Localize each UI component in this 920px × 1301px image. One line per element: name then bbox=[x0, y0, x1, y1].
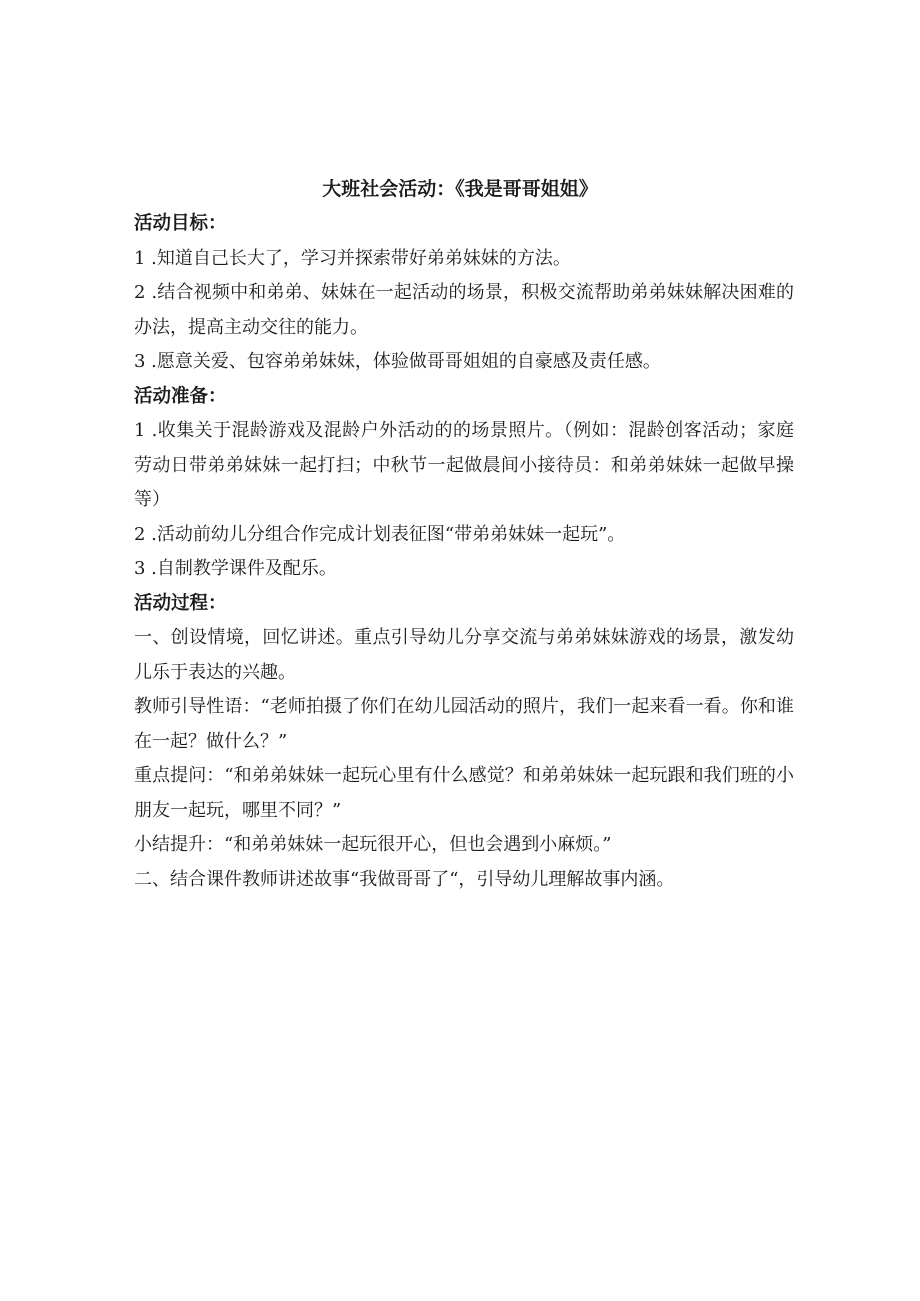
goal-item-1: 1 .知道自己长大了，学习并探索带好弟弟妹妹的方法。 bbox=[134, 247, 571, 269]
section-heading-preparation: 活动准备： bbox=[134, 385, 227, 407]
section-heading-goals: 活动目标： bbox=[134, 213, 227, 234]
summary: 小结提升：“和弟弟妹妹一起玩很开心，但也会遇到小麻烦。” bbox=[134, 834, 612, 855]
section-heading-process: 活动过程： bbox=[134, 592, 227, 614]
preparation-item-2: 2 .活动前幼儿分组合作完成计划表征图“带弟弟妹妹一起玩”。 bbox=[134, 523, 626, 545]
goal-item-2: 2 .结合视频中和弟弟、妹妹在一起活动的场景，积极交流帮助弟弟妹妹解决困难的办法，提高主动交往的能力。 bbox=[134, 282, 794, 338]
goal-item-3: 3 .愿意关爱、包容弟弟妹妹，体验做哥哥姐姐的自豪感及责任感。 bbox=[134, 351, 661, 372]
teacher-guidance: 教师引导性语：“老师拍摄了你们在幼儿园活动的照片，我们一起来看一看。你和谁在一起？做什么？” bbox=[134, 696, 794, 752]
preparation-item-1: 1 .收集关于混龄游戏及混龄户外活动的的场景照片。（例如：混龄创客活动；家庭劳动日带弟弟妹妹一起打扫；中秋节一起做晨间小接待员：和弟弟妹妹一起做早操等） bbox=[134, 420, 794, 510]
key-question: 重点提问：“和弟弟妹妹一起玩心里有什么感觉？和弟弟妹妹一起玩跟和我们班的小朋友一起玩，哪里不同？” bbox=[134, 765, 794, 821]
process-step-2: 二、结合课件教师讲述故事“我做哥哥了“，引导幼儿理解故事内涵。 bbox=[134, 868, 675, 890]
document-body bbox=[134, 207, 794, 897]
process-step-1: 一、创设情境，回忆讲述。重点引导幼儿分享交流与弟弟妹妹游戏的场景，激发幼儿乐于表达的兴趣。 bbox=[134, 627, 794, 683]
document-title: 大班社会活动：《我是哥哥姐姐》 bbox=[322, 178, 598, 200]
preparation-item-3: 3 .自制教学课件及配乐。 bbox=[134, 558, 337, 579]
